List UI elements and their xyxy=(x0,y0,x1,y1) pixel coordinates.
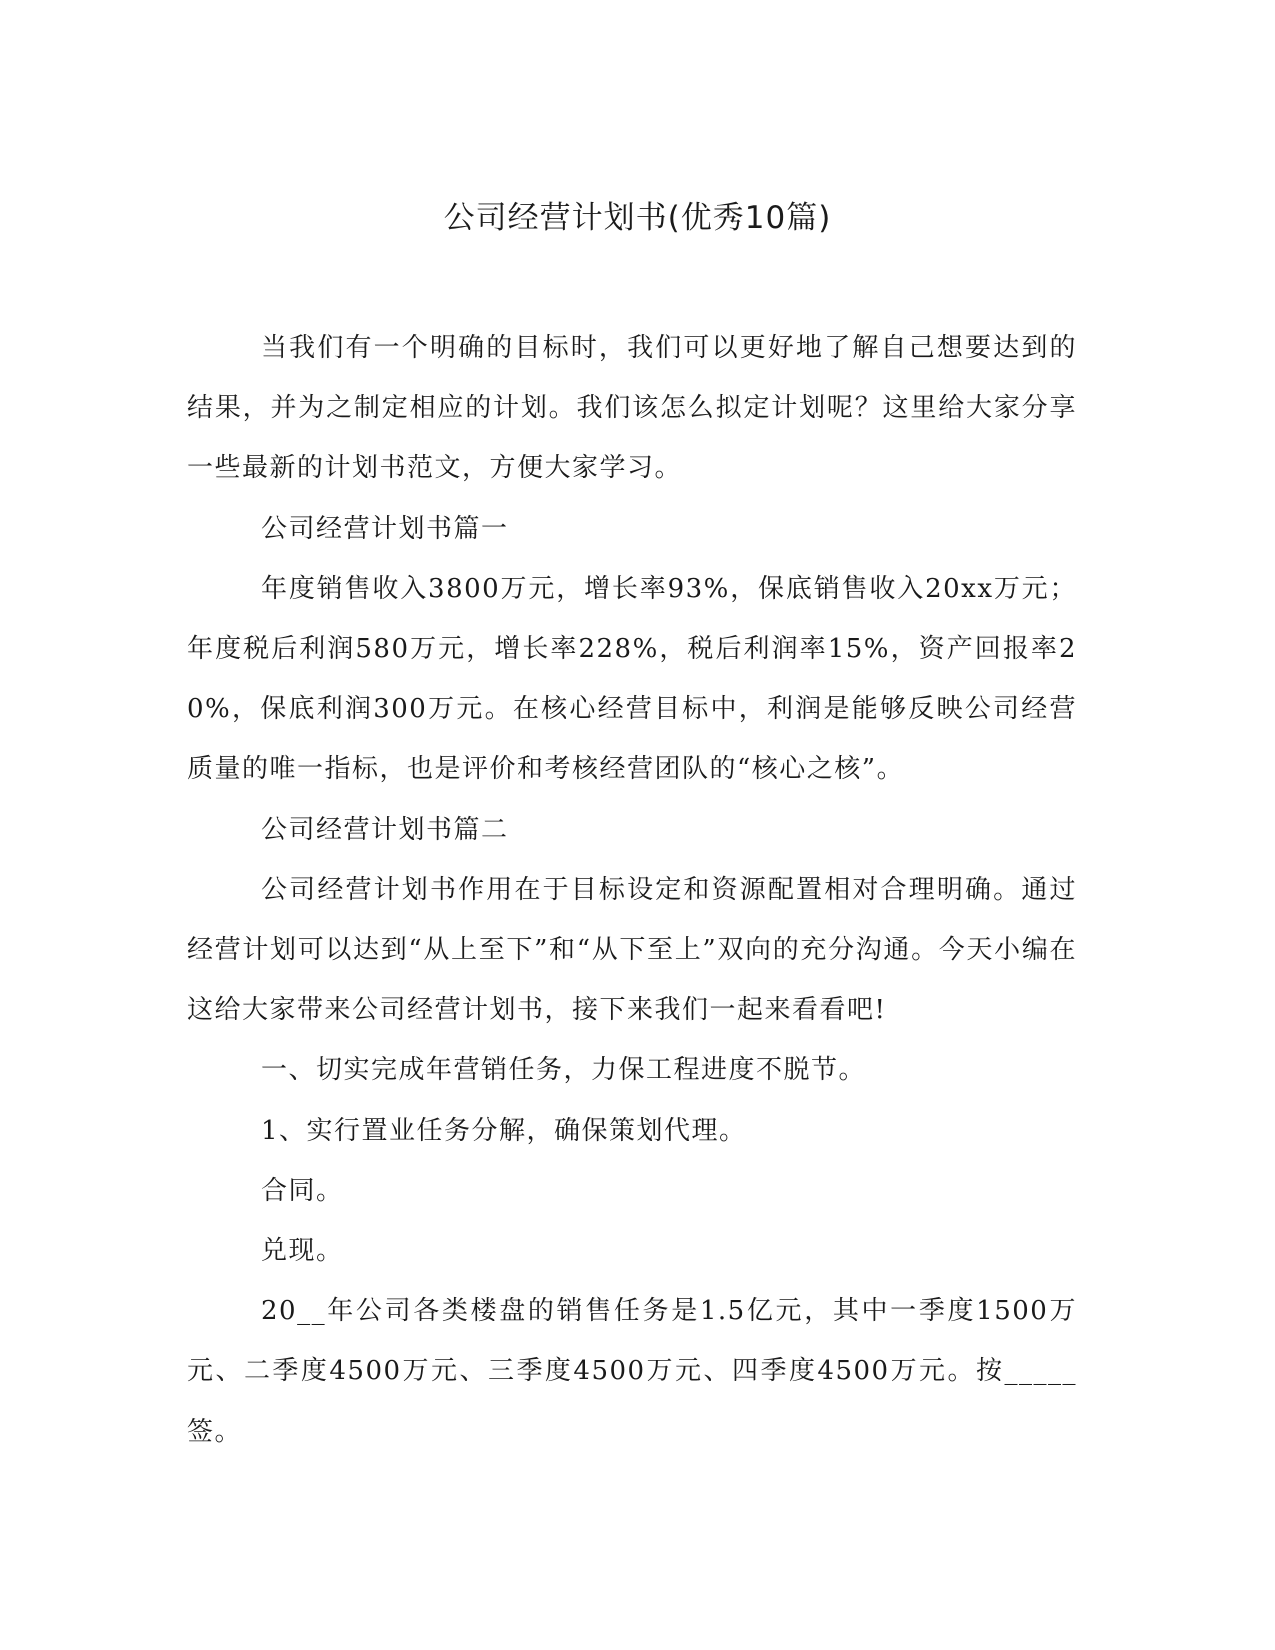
section-heading-1: 公司经营计划书篇一 xyxy=(261,513,509,544)
document-title: 公司经营计划书(优秀10篇) xyxy=(443,200,832,236)
document-body xyxy=(187,318,1077,1462)
list-item-1: 1、实行置业任务分解，确保策划代理。 xyxy=(261,1115,747,1146)
list-heading-1: 一、切实完成年营销任务，力保工程进度不脱节。 xyxy=(261,1055,867,1086)
paragraph-intro: 当我们有一个明确的目标时，我们可以更好地了解自己想要达到的结果，并为之制定相应的计划。我们该怎么拟定计划呢？这里给大家分享一些最新的计划书范文，方便大家学习。 xyxy=(187,333,1077,484)
paragraph-sales-task: 20__年公司各类楼盘的销售任务是1.5亿元，其中一季度1500万元、二季度4500万元、三季度4500万元、四季度4500万元。按_____签。 xyxy=(187,1296,1077,1447)
paragraph-fulfill: 兑现。 xyxy=(261,1236,344,1267)
paragraph-targets: 年度销售收入3800万元，增长率93%，保底销售收入20xx万元；年度税后利润580万元，增长率228%，税后利润率15%，资产回报率20%，保底利润300万元。在核心经营目标中，利润是能够反映公司经营质量的唯一指标，也是评价和考核经营团队的“核心之核”。 xyxy=(187,573,1077,785)
section-heading-2: 公司经营计划书篇二 xyxy=(261,814,509,845)
paragraph-contract: 合同。 xyxy=(261,1175,344,1206)
paragraph-purpose: 公司经营计划书作用在于目标设定和资源配置相对合理明确。通过经营计划可以达到“从上至下”和“从下至上”双向的充分沟通。今天小编在这给大家带来公司经营计划书，接下来我们一起来看看吧! xyxy=(187,874,1077,1026)
